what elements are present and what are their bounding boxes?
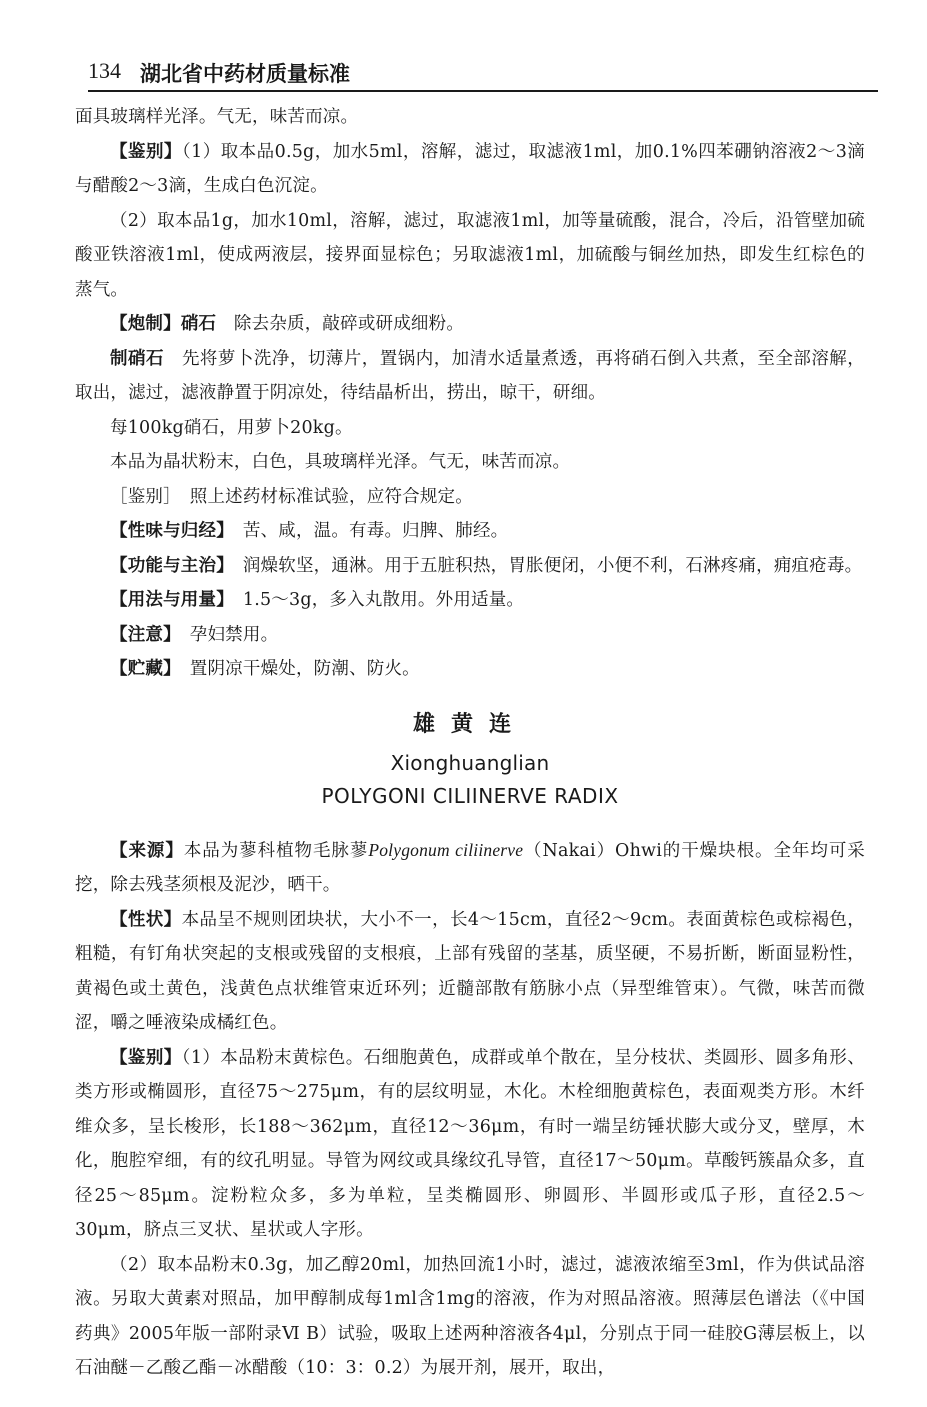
processing-ratio: 每100kg硝石，用萝卜20kg。 xyxy=(110,417,353,438)
taste-meridian xyxy=(75,514,865,549)
storage xyxy=(75,652,865,687)
characteristics xyxy=(75,903,865,1041)
identification-label: 【鉴别】 xyxy=(110,141,182,162)
monograph-identification-label: 【鉴别】 xyxy=(110,1047,182,1068)
caution-label: 【注意】 xyxy=(110,624,173,645)
caution-text: 孕妇禁用。 xyxy=(189,624,279,645)
monograph-identification-1 xyxy=(75,1041,865,1248)
processing-label: 【炮制】 xyxy=(110,314,181,334)
usage-dosage xyxy=(75,583,865,618)
usage-label: 【用法与用量】 xyxy=(110,590,226,610)
processing-sublabel-2: 制硝石 xyxy=(110,348,164,369)
storage-label: 【贮藏】 xyxy=(110,659,173,679)
monograph-title-chinese: 雄黄连 xyxy=(412,711,527,737)
processing-text-2: 先将萝卜洗净，切薄片，置锅内，加清水适量煮透，再将硝石倒入共煮，至全部溶解，取出，滤过，滤液静置于阴凉处，待结晶析出，捞出，晾干，研细。 xyxy=(75,348,865,403)
processing-description: 本品为晶状粉末，白色，具玻璃样光泽。气无，味苦而凉。 xyxy=(110,452,571,472)
processing xyxy=(75,307,865,342)
taste-label: 【性味与归经】 xyxy=(110,521,226,541)
identification-2: （2）取本品1g，加水10ml，溶解，滤过，取滤液1ml，加等量硫酸，混合，冷后，沿管壁加硫酸亚铁溶液1ml，使成两液层，接界面显棕色；另取滤液1ml，加硫酸与铜丝加热，即发生红棕色的蒸气。 xyxy=(75,210,865,300)
identification-1-text: （1）取本品0.5g，加水5ml，溶解，滤过，取滤液1ml，加0.1%四苯硼钠溶液2～3滴与醋酸2～3滴，生成白色沉淀。 xyxy=(75,141,865,196)
identification-1 xyxy=(75,135,865,204)
taste-text: 苦、咸，温。有毒。归脾、肺经。 xyxy=(242,521,509,541)
monograph-title-latin: POLYGONI CILIINERVE RADIX xyxy=(321,783,619,808)
function-label: 【功能与主治】 xyxy=(110,555,226,576)
characteristics-label: 【性状】 xyxy=(110,909,182,930)
page-body xyxy=(75,100,865,1386)
running-title: 湖北省中药材质量标准 xyxy=(140,62,350,86)
source-text-post: （Nakai）Ohwi的干燥块根。全年均可采挖，除去残茎须根及泥沙，晒干。 xyxy=(75,840,865,895)
source xyxy=(75,833,865,903)
monograph-identification-1-text: （1）本品粉末黄棕色。石细胞黄色，成群或单个散在，呈分枝状、类圆形、圆多角形、类方形或椭圆形，直径75～275μm，有的层纹明显，木化。木栓细胞黄棕色，表面观类方形。木纤维众多，呈长梭形，长188～362μm，直径12～36μm，有时一端呈纺锤状膨大或分叉，壁厚，木化，胞腔窄细，有的纹孔明显。导管为网纹或具缘纹孔导管，直径17～50μm。草酸钙簇晶众多，直径25～85μm。淀粉粒众多，多为单粒，呈类椭圆形、卵圆形、半圆形或瓜子形，直径2.5～30μm，脐点三叉状、星状或人字形。 xyxy=(75,1047,865,1240)
function-indication xyxy=(75,549,865,584)
monograph-title-pinyin: Xionghuanglian xyxy=(390,750,550,775)
processing-prepared xyxy=(75,342,865,411)
function-text: 润燥软坚，通淋。用于五脏积热，胃胀便闭，小便不利，石淋疼痛，痈疽疮毒。 xyxy=(242,555,863,576)
storage-text: 置阴凉干燥处，防潮、防火。 xyxy=(189,659,420,679)
page-header xyxy=(88,50,878,92)
monograph-identification-2: （2）取本品粉末0.3g，加乙醇20ml，加热回流1小时，滤过，滤液浓缩至3ml，作为供试品溶液。另取大黄素对照品，加甲醇制成每1ml含1mg的溶液，作为对照品溶液。照薄层色谱法（《中国药典》2005年版一部附录Ⅵ B）试验，吸取上述两种溶液各4μl，分别点于同一硅胶G薄层板上，以石油醚－乙酸乙酯－冰醋酸（10：3：0.2）为展开剂，展开，取出， xyxy=(75,1254,865,1378)
continued-paragraph: 面具玻璃样光泽。气无，味苦而凉。 xyxy=(75,107,359,127)
source-text-pre: 本品为蓼科植物毛脉蓼 xyxy=(183,840,369,861)
source-latin-name: Polygonum ciliinerve xyxy=(368,839,524,860)
source-label: 【来源】 xyxy=(110,840,184,861)
usage-text: 1.5～3g，多入丸散用。外用适量。 xyxy=(242,590,525,610)
processing-sublabel-1: 硝石 xyxy=(180,314,217,334)
caution xyxy=(75,618,865,653)
processing-text-1: 除去杂质，敲碎或研成细粉。 xyxy=(233,314,465,334)
page-number: 134 xyxy=(88,58,121,83)
characteristics-text: 本品呈不规则团块状，大小不一，长4～15cm，直径2～9cm。表面黄棕色或棕褐色，粗糙，有钉角状突起的支根或残留的支根痕，上部有残留的茎基，质坚硬，不易折断，断面显粉性，黄褐色或土黄色，浅黄色点状维管束近环列；近髓部散有筋脉小点（异型维管束）。气微，味苦而微涩，嚼之唾液染成橘红色。 xyxy=(75,909,865,1033)
processing-identification: ［鉴别］ 照上述药材标准试验，应符合规定。 xyxy=(110,486,473,507)
